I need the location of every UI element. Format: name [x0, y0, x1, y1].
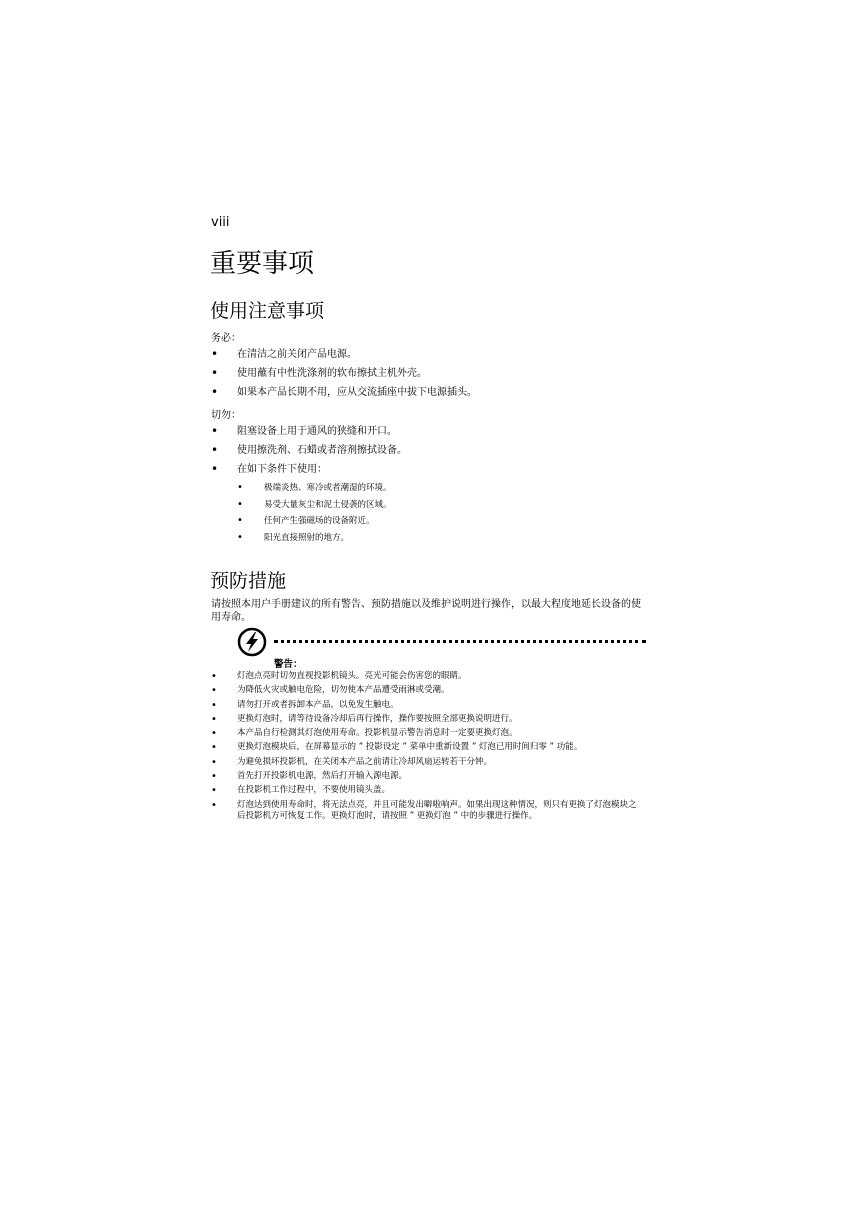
- list-item: • 灯泡点亮时切勿直视投影机镜头。亮光可能会伤害您的眼睛。: [211, 671, 641, 683]
- list-item: • 极端炎热、寒冷或者潮湿的环境。: [237, 482, 392, 499]
- conditions-list: [237, 482, 392, 548]
- warning-list: [211, 671, 641, 825]
- must-list: [211, 348, 477, 405]
- lightning-warning-icon: [237, 627, 267, 657]
- list-item: • 易受大量灰尘和泥土侵袭的区域。: [237, 499, 392, 516]
- list-item: • 使用擦洗剂、石蜡或者溶剂擦拭设备。: [211, 444, 407, 463]
- list-item: • 任何产生强磁场的设备附近。: [237, 515, 392, 532]
- list-item: • 如果本产品长期不用，应从交流插座中拔下电源插头。: [211, 386, 477, 405]
- list-item: • 在投影机工作过程中，不要使用镜头盖。: [211, 785, 641, 797]
- must-label: 务必：: [211, 333, 241, 344]
- list-item: • 在如下条件下使用：: [211, 463, 407, 482]
- list-item: • 为避免损坏投影机，在关闭本产品之前请让冷却风扇运转若干分钟。: [211, 757, 641, 769]
- mustnot-list: [211, 425, 407, 482]
- page-number: viii: [211, 215, 230, 230]
- precautions-intro: 请按照本用户手册建议的所有警告、预防措施以及维护说明进行操作，以最大程度地延长设备的使用寿命。: [211, 599, 641, 623]
- section-heading-usage: 使用注意事项: [210, 300, 325, 322]
- list-item: • 使用蘸有中性洗涤剂的软布擦拭主机外壳。: [211, 367, 477, 386]
- list-item: • 本产品自行检测其灯泡使用寿命。投影机显示警告消息时一定要更换灯泡。: [211, 728, 641, 740]
- section-heading-precautions: 预防措施: [210, 570, 287, 592]
- list-item: • 首先打开投影机电源，然后打开输入源电源。: [211, 771, 641, 783]
- warning-title: 警告：: [274, 659, 303, 670]
- mustnot-label: 切勿：: [211, 410, 241, 421]
- list-item: • 为降低火灾或触电危险，切勿使本产品遭受雨淋或受潮。: [211, 685, 641, 697]
- list-item: • 更换灯泡时，请等待设备冷却后再行操作，操作要按照全部更换说明进行。: [211, 714, 641, 726]
- list-item: • 灯泡达到使用寿命时，将无法点亮，并且可能发出噼啦响声。如果出现这种情况，则只有更换了灯泡模块之后投影机方可恢复工作。更换灯泡时，请按照 ” 更换灯泡 ” 中的步骤进行操作。: [211, 800, 641, 823]
- list-item: • 请勿打开或者拆卸本产品，以免发生触电。: [211, 700, 641, 712]
- list-item: • 阳光直接照射的地方。: [237, 532, 392, 549]
- list-item: • 更换灯泡模块后，在屏幕显示的 ” 投影设定 ” 菜单中重新设置 ” 灯泡已用时间归零 ” 功能。: [211, 742, 641, 754]
- list-item: • 阻塞设备上用于通风的狭缝和开口。: [211, 425, 407, 444]
- list-item: • 在清洁之前关闭产品电源。: [211, 348, 477, 367]
- warning-divider: [274, 640, 646, 643]
- page-title: 重要事项: [210, 249, 315, 279]
